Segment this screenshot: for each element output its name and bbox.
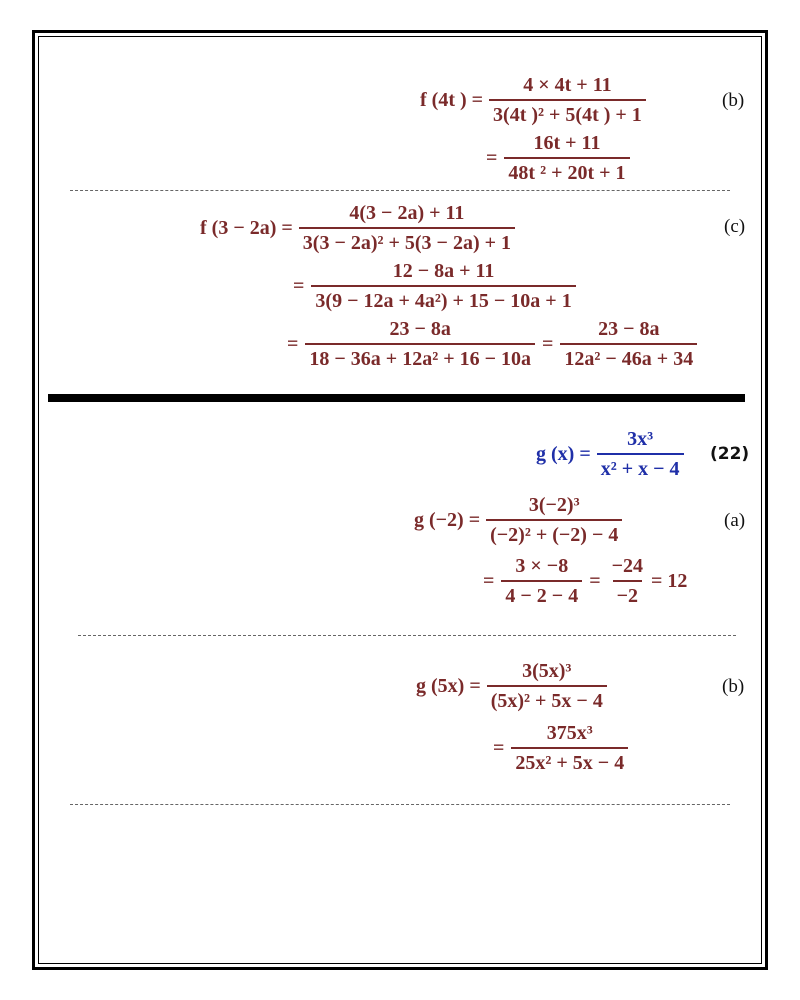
g-5x-denominator-1: (5x)² + 5x − 4 — [487, 685, 607, 712]
f-3-2a-numerator-4: 23 − 8a — [598, 318, 660, 340]
g-5x-line1 — [416, 660, 611, 712]
f-3-2a-fraction-4 — [560, 318, 697, 370]
g-5x-numerator-2: 375x³ — [546, 722, 593, 744]
separator-dashed — [70, 190, 730, 191]
f-3-2a-lhs: f (3 − 2a) = — [200, 216, 293, 239]
f-3-2a-denominator-3: 18 − 36a + 12a² + 16 − 10a — [305, 343, 535, 370]
page-frame — [32, 30, 768, 970]
g-5x-line2 — [490, 722, 632, 774]
g-5x-numerator-1: 3(5x)³ — [522, 660, 572, 682]
f-3-2a-fraction-3 — [305, 318, 535, 370]
tag-b-first: (b) — [722, 90, 745, 111]
g-neg2-numerator-3: −24 — [611, 555, 644, 577]
g-def-lhs: g (x) = — [536, 442, 591, 465]
g-neg2-lhs: g (−2) = — [414, 508, 481, 531]
f-4t-fraction-2 — [504, 132, 629, 184]
equals-sign: = — [293, 274, 305, 297]
f-3-2a-denominator-2: 3(9 − 12a + 4a²) + 15 − 10a + 1 — [311, 285, 575, 312]
f-3-2a-numerator-3: 23 − 8a — [389, 318, 451, 340]
g-5x-fraction-2 — [511, 722, 628, 774]
f-3-2a-line3 — [284, 318, 701, 370]
f-4t-denominator-1: 3(4t )² + 5(4t ) + 1 — [489, 99, 646, 126]
g-neg2-denominator-2: 4 − 2 − 4 — [501, 580, 582, 607]
separator-dashed — [78, 635, 736, 636]
equals-sign: = — [486, 146, 498, 169]
g-neg2-denominator-1: (−2)² + (−2) − 4 — [486, 519, 622, 546]
equals-sign: = — [542, 332, 554, 355]
g-neg2-fraction-2 — [501, 555, 582, 607]
g-neg2-denominator-3: −2 — [613, 580, 642, 607]
equals-sign: = — [493, 736, 505, 759]
g-def-numerator: 3x³ — [627, 428, 654, 450]
g-5x-denominator-2: 25x² + 5x − 4 — [511, 747, 628, 774]
equals-sign: = — [589, 569, 601, 592]
f-3-2a-numerator-2: 12 − 8a + 11 — [392, 260, 495, 282]
g-neg2-fraction-1 — [486, 494, 622, 546]
f-3-2a-numerator-1: 4(3 − 2a) + 11 — [349, 202, 465, 224]
tag-a: (a) — [724, 510, 746, 531]
g-neg2-result: = 12 — [651, 569, 688, 592]
g-5x-lhs: g (5x) = — [416, 674, 481, 697]
f-3-2a-line2 — [290, 260, 580, 312]
f-4t-numerator-1: 4 × 4t + 11 — [523, 74, 612, 96]
f-4t-fraction-1 — [489, 74, 646, 126]
problem-number: (22) — [710, 444, 750, 464]
f-4t-denominator-2: 48t ² + 20t + 1 — [504, 157, 629, 184]
f-3-2a-fraction-1 — [299, 202, 515, 254]
g-neg2-fraction-3 — [608, 555, 647, 607]
g-neg2-line2 — [480, 555, 687, 607]
g-definition — [536, 428, 688, 480]
f-4t-lhs: f (4t ) = — [420, 88, 484, 111]
g-def-fraction — [597, 428, 684, 480]
f-3-2a-denominator-4: 12a² − 46a + 34 — [560, 343, 697, 370]
f-4t-line2 — [483, 132, 634, 184]
g-neg2-line1 — [414, 494, 626, 546]
separator-dashed — [70, 804, 730, 805]
g-def-denominator: x² + x − 4 — [597, 453, 684, 480]
f-3-2a-line1 — [200, 202, 519, 254]
f-4t-line1 — [420, 74, 650, 126]
equals-sign: = — [287, 332, 299, 355]
f-3-2a-denominator-1: 3(3 − 2a)² + 5(3 − 2a) + 1 — [299, 227, 515, 254]
section-divider — [48, 394, 745, 402]
f-3-2a-fraction-2 — [311, 260, 575, 312]
tag-b-second: (b) — [722, 676, 745, 697]
f-4t-numerator-2: 16t + 11 — [533, 132, 601, 154]
tag-c: (c) — [724, 216, 746, 237]
g-neg2-numerator-2: 3 × −8 — [515, 555, 569, 577]
equals-sign: = — [483, 569, 495, 592]
g-neg2-numerator-1: 3(−2)³ — [528, 494, 580, 516]
g-5x-fraction-1 — [487, 660, 607, 712]
